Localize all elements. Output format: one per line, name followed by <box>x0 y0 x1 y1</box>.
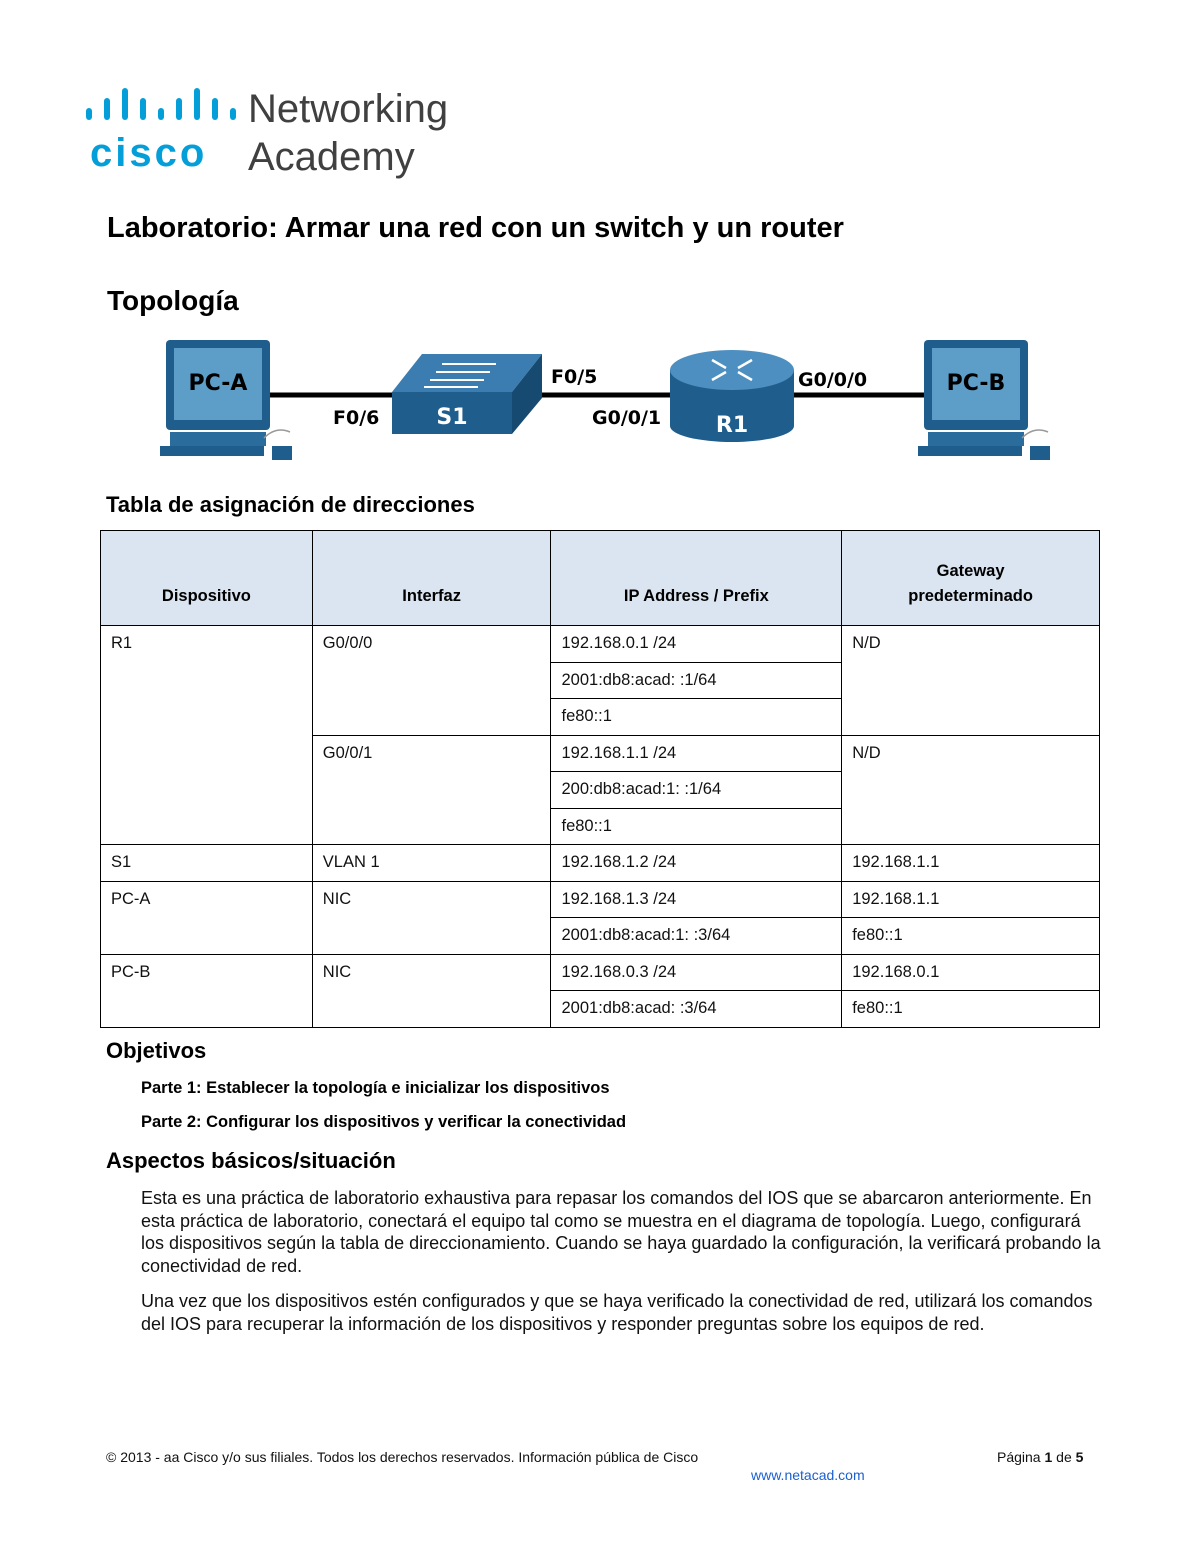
cell-ip: fe80::1 <box>551 808 842 845</box>
cell-ip: 192.168.1.2 /24 <box>551 845 842 882</box>
table-header-row <box>101 531 1100 626</box>
cell-iface: NIC <box>312 881 551 954</box>
addressing-table <box>100 530 1100 1028</box>
cell-device-r1: R1 <box>101 626 313 845</box>
header-device: Dispositivo <box>101 531 313 626</box>
background-paragraph-1: Esta es una práctica de laboratorio exhaustiva para repasar los comandos del IOS que se abarcaron anteriormente. En esta práctica de laboratorio, conectará el equipo tal como se muestra en el diagrama de topología. Luego, configurará los dispositivos según la tabla de direccionamiento. Cuando se haya guardado la configuración, la verificará probando la conectividad de red. <box>141 1188 1101 1277</box>
r1-label: R1 <box>715 413 749 438</box>
cell-ip: 2001:db8:acad: :3/64 <box>551 991 842 1028</box>
cell-device-pcb: PC-B <box>101 954 313 1027</box>
table-row <box>101 845 1100 882</box>
cisco-networking-academy-logo <box>84 82 484 182</box>
cell-gateway: N/D <box>842 735 1100 845</box>
interface-label-g0-0-1: G0/0/1 <box>592 407 662 429</box>
cell-gateway: fe80::1 <box>842 918 1100 955</box>
cell-iface-r1-g001: G0/0/1 <box>312 735 551 845</box>
cell-ip: 192.168.1.3 /24 <box>551 881 842 918</box>
cell-ip: 200:db8:acad:1: :1/64 <box>551 772 842 809</box>
cell-iface-r1-g000: G0/0/0 <box>312 626 551 736</box>
interface-label-f0-5: F0/5 <box>551 366 598 388</box>
background-paragraph-2: Una vez que los dispositivos estén configurados y que se haya verificado la conectividad de red, utilizará los comandos del IOS para recuperar la información de los dispositivos y responder preguntas sobre los equipos de red. <box>141 1291 1093 1334</box>
cell-ip: 192.168.1.1 /24 <box>551 735 842 772</box>
cell-gateway: 192.168.0.1 <box>842 954 1100 991</box>
interface-label-g0-0-0: G0/0/0 <box>798 369 868 391</box>
table-row <box>101 626 1100 663</box>
s1-label: S1 <box>436 405 468 430</box>
pc-a-icon <box>160 340 292 460</box>
cell-device-s1: S1 <box>101 845 313 882</box>
logo-academy: Academy <box>248 135 415 179</box>
header-ip: IP Address / Prefix <box>551 531 842 626</box>
cell-gateway: N/D <box>842 626 1100 736</box>
switch-s1-icon <box>392 354 542 434</box>
footer-netacad-link[interactable]: www.netacad.com <box>751 1467 865 1483</box>
cell-ip: 2001:db8:acad: :1/64 <box>551 662 842 699</box>
cisco-wordmark: cisco <box>90 131 208 175</box>
cell-iface: VLAN 1 <box>312 845 551 882</box>
cell-gateway: 192.168.1.1 <box>842 881 1100 918</box>
objectives-heading: Objetivos <box>106 1038 207 1063</box>
pc-b-label: PC-B <box>946 371 1006 396</box>
footer-copyright: © 2013 - aa Cisco y/o sus filiales. Todos los derechos reservados. Información pública de Cisco <box>106 1449 699 1465</box>
addressing-table-heading: Tabla de asignación de direcciones <box>106 492 475 517</box>
cell-iface: NIC <box>312 954 551 1027</box>
router-r1-icon <box>670 350 794 442</box>
cell-gateway: fe80::1 <box>842 991 1100 1028</box>
header-interface: Interfaz <box>312 531 551 626</box>
cell-device-pca: PC-A <box>101 881 313 954</box>
topology-heading: Topología <box>107 285 239 316</box>
header-gateway: Gateway predeterminado <box>842 531 1100 626</box>
background-heading: Aspectos básicos/situación <box>106 1148 396 1173</box>
topology-diagram <box>140 334 1060 470</box>
interface-label-f0-6: F0/6 <box>333 407 380 429</box>
table-row <box>101 881 1100 918</box>
pc-b-icon <box>918 340 1050 460</box>
cell-ip: 192.168.0.3 /24 <box>551 954 842 991</box>
footer-page-number: Página 1 de 5 <box>997 1449 1084 1465</box>
cisco-bars-icon <box>86 88 236 120</box>
cell-ip: fe80::1 <box>551 699 842 736</box>
objective-part-1: Parte 1: Establecer la topología e inicializar los dispositivos <box>141 1079 610 1097</box>
logo-networking: Networking <box>248 87 449 131</box>
cell-gateway: 192.168.1.1 <box>842 845 1100 882</box>
document-title: Laboratorio: Armar una red con un switch y un router <box>107 212 844 244</box>
cell-ip: 2001:db8:acad:1: :3/64 <box>551 918 842 955</box>
cell-ip: 192.168.0.1 /24 <box>551 626 842 663</box>
objective-part-2: Parte 2: Configurar los dispositivos y verificar la conectividad <box>141 1113 627 1131</box>
table-row <box>101 954 1100 991</box>
pc-a-label: PC-A <box>188 371 248 396</box>
